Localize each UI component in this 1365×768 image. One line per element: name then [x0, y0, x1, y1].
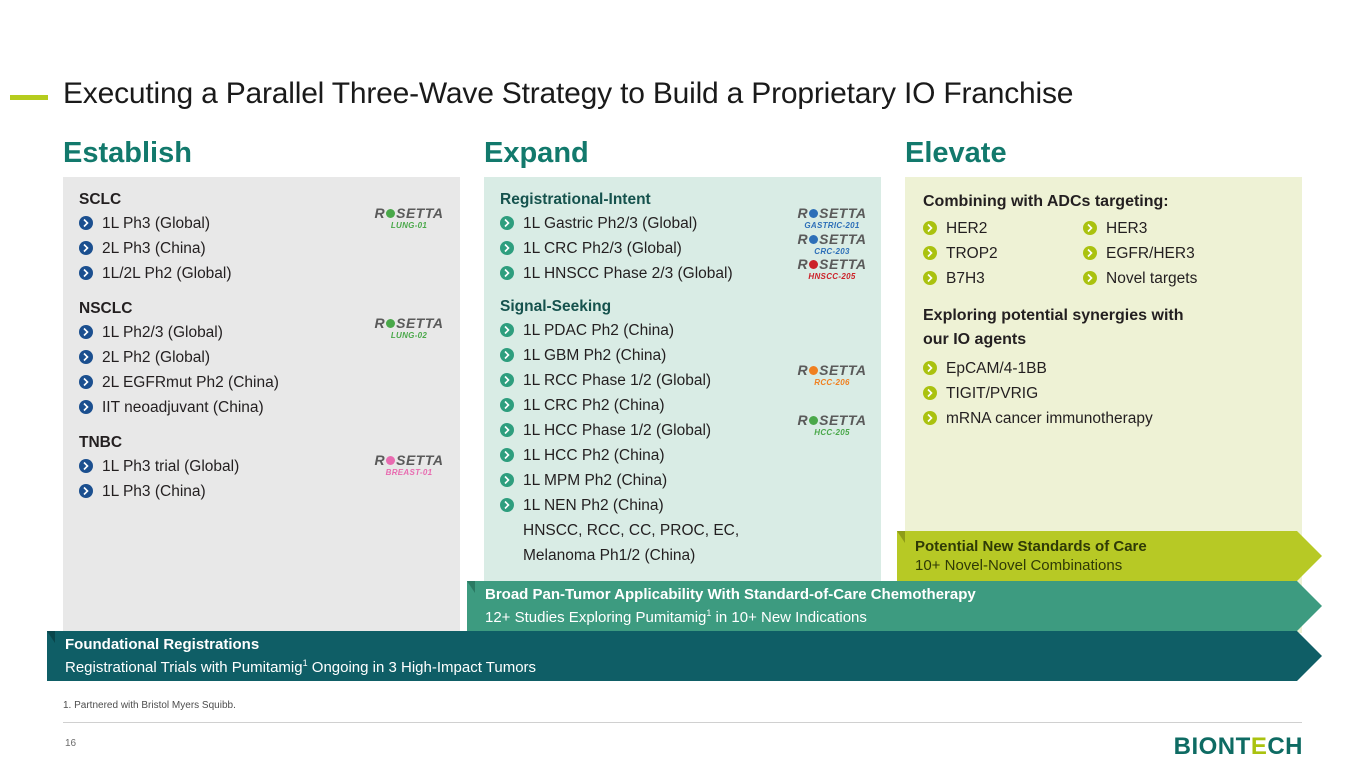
- list-item: [923, 216, 1083, 241]
- chevron-circle-icon: [500, 448, 514, 462]
- chevron-circle-icon: [1083, 246, 1097, 260]
- list-item: [500, 443, 865, 468]
- list-item-label: EpCAM/4-1BB: [946, 360, 1047, 377]
- chevron-circle-icon: [500, 373, 514, 387]
- list-item-label: 1L/2L Ph2 (Global): [102, 265, 232, 282]
- rosetta-breast-01-logo: R SETTA BREAST-01: [359, 452, 459, 477]
- list-item-label: 1L Ph3 (Global): [102, 215, 210, 232]
- list-item-label: B7H3: [946, 270, 985, 287]
- rosetta-crc-203-logo: R SETTA CRC-203: [782, 231, 882, 256]
- page-number: 16: [65, 738, 77, 749]
- list-item-label: Novel targets: [1106, 270, 1198, 287]
- list-adc-col-b: [1083, 216, 1197, 291]
- chevron-circle-icon: [500, 423, 514, 437]
- footnote-marker: 1: [302, 658, 308, 668]
- chevron-circle-icon: [79, 484, 93, 498]
- list-item-label: TIGIT/PVRIG: [946, 385, 1039, 402]
- banner-arrow-tip: [1297, 631, 1322, 681]
- list-item: [500, 468, 865, 493]
- column-heading-expand: Expand: [484, 137, 589, 169]
- list-item-label: 1L Gastric Ph2/3 (Global): [523, 215, 698, 232]
- chevron-circle-icon: [79, 459, 93, 473]
- list-item-label: 1L CRC Ph2 (China): [523, 397, 665, 414]
- rosetta-study-code: GASTRIC-201: [804, 221, 860, 230]
- rosetta-rcc-206-logo: R SETTA RCC-206: [782, 362, 882, 387]
- rosetta-study-code: LUNG-01: [390, 221, 428, 230]
- section-title-synergies-line2: our IO agents: [923, 331, 1027, 348]
- rosetta-study-code: HCC-205: [814, 428, 850, 437]
- column-heading-establish: Establish: [63, 137, 192, 169]
- list-item: [79, 479, 444, 504]
- rosetta-lung-01-logo: R SETTA LUNG-01: [359, 205, 459, 230]
- footnote-text: 1. Partnered with Bristol Myers Squibb.: [63, 700, 236, 711]
- banner-foundational-registrations: [47, 631, 1297, 681]
- chevron-circle-icon: [79, 325, 93, 339]
- list-item-label: 2L EGFRmut Ph2 (China): [102, 374, 279, 391]
- list-item-label: 1L Ph3 trial (Global): [102, 458, 240, 475]
- chevron-circle-icon: [500, 241, 514, 255]
- chevron-circle-icon: [79, 216, 93, 230]
- rosetta-study-code: RCC-206: [814, 378, 850, 387]
- list-item-label: mRNA cancer immunotherapy: [946, 410, 1153, 427]
- chevron-circle-icon: [923, 246, 937, 260]
- logo-part-mid: E: [1250, 733, 1268, 760]
- list-signal-seeking: [500, 318, 865, 568]
- list-item: [1083, 266, 1197, 291]
- list-item-label: HER3: [1106, 220, 1148, 237]
- chevron-circle-icon: [79, 350, 93, 364]
- chevron-circle-icon: [79, 375, 93, 389]
- list-item-label: 1L CRC Ph2/3 (Global): [523, 240, 682, 257]
- rosetta-hnscc-205-logo: R SETTA HNSCC-205: [782, 256, 882, 281]
- list-item: [500, 493, 865, 518]
- banner-title: Potential New Standards of Care: [915, 538, 1147, 555]
- chevron-circle-icon: [923, 221, 937, 235]
- biontech-logo: [1174, 733, 1303, 761]
- banner-subtitle-post: in 10+ New Indications: [711, 609, 867, 626]
- banner-title: Broad Pan-Tumor Applicability With Standard-of-Care Chemotherapy: [485, 586, 976, 603]
- list-item: [79, 236, 444, 261]
- section-title-adc-targets: Combining with ADCs targeting:: [923, 193, 1169, 210]
- list-item-label: 1L NEN Ph2 (China): [523, 497, 664, 514]
- list-synergies: [923, 356, 1284, 431]
- chevron-circle-icon: [500, 266, 514, 280]
- rosetta-hcc-205-logo: R SETTA HCC-205: [782, 412, 882, 437]
- banner-title: Foundational Registrations: [65, 636, 260, 653]
- logo-part-right: CH: [1267, 733, 1303, 760]
- list-item-label: 1L PDAC Ph2 (China): [523, 322, 675, 339]
- footnote-marker: 1: [706, 608, 712, 618]
- list-item-label: 1L Ph3 (China): [102, 483, 206, 500]
- list-item: [500, 543, 865, 568]
- chevron-circle-icon: [500, 216, 514, 230]
- chevron-circle-icon: [500, 498, 514, 512]
- section-title-nsclc: NSCLC: [79, 300, 133, 317]
- list-item-label: EGFR/HER3: [1106, 245, 1195, 262]
- list-item-label: 1L HNSCC Phase 2/3 (Global): [523, 265, 733, 282]
- chevron-circle-icon: [1083, 271, 1097, 285]
- banner-subtitle: 10+ Novel-Novel Combinations: [915, 557, 1123, 574]
- list-item: [1083, 216, 1197, 241]
- list-item: [79, 395, 444, 420]
- list-item-label: 1L Ph2/3 (Global): [102, 324, 223, 341]
- list-adc-col-a: [923, 216, 1083, 291]
- list-item-label: 1L MPM Ph2 (China): [523, 472, 668, 489]
- banner-subtitle: [485, 604, 1297, 627]
- section-title-signal-seeking: Signal-Seeking: [500, 298, 612, 315]
- chevron-circle-icon: [79, 241, 93, 255]
- list-item: [500, 318, 865, 343]
- rosetta-study-code: CRC-203: [814, 247, 850, 256]
- list-item-label: 1L GBM Ph2 (China): [523, 347, 667, 364]
- list-item-label: 1L RCC Phase 1/2 (Global): [523, 372, 712, 389]
- rosetta-gastric-201-logo: R SETTA GASTRIC-201: [782, 205, 882, 230]
- section-title-synergies-line1: Exploring potential synergies with: [923, 307, 1184, 324]
- list-item: [79, 261, 444, 286]
- column-heading-elevate: Elevate: [905, 137, 1007, 169]
- banner-notch: [467, 581, 475, 593]
- list-item: [79, 370, 444, 395]
- list-item-label: 1L HCC Phase 1/2 (Global): [523, 422, 712, 439]
- chevron-circle-icon: [923, 386, 937, 400]
- panel-establish: [63, 177, 460, 638]
- banner-subtitle-pre: 12+ Studies Exploring Pumitamig: [485, 609, 707, 626]
- rosetta-study-code: LUNG-02: [390, 331, 428, 340]
- chevron-circle-icon: [923, 361, 937, 375]
- adc-target-columns: [923, 216, 1284, 291]
- rosetta-study-code: BREAST-01: [385, 468, 433, 477]
- banner-subtitle: [65, 654, 1297, 677]
- list-item: [923, 381, 1284, 406]
- footer-divider: [63, 722, 1302, 723]
- banner-potential-new-standards: [897, 531, 1297, 581]
- chevron-circle-icon: [79, 266, 93, 280]
- list-item-label: TROP2: [946, 245, 998, 262]
- list-item-label: HER2: [946, 220, 988, 237]
- list-item-label: IIT neoadjuvant (China): [102, 399, 264, 416]
- list-item-label: Melanoma Ph1/2 (China): [523, 547, 696, 564]
- list-item: [923, 356, 1284, 381]
- chevron-circle-icon: [923, 271, 937, 285]
- list-item: [923, 241, 1083, 266]
- list-item-label: HNSCC, RCC, CC, PROC, EC,: [523, 522, 740, 539]
- chevron-circle-icon: [923, 411, 937, 425]
- page-title: Executing a Parallel Three-Wave Strategy to Build a Proprietary IO Franchise: [63, 77, 1074, 110]
- banner-notch: [47, 631, 55, 643]
- list-item: [500, 518, 865, 543]
- section-title-tnbc: TNBC: [79, 434, 123, 451]
- chevron-circle-icon: [500, 473, 514, 487]
- section-title-registrational-intent: Registrational-Intent: [500, 191, 651, 208]
- list-item: [923, 406, 1284, 431]
- banner-subtitle-pre: Registrational Trials with Pumitamig: [65, 659, 303, 676]
- chevron-circle-icon: [500, 348, 514, 362]
- title-accent-dash: [10, 95, 48, 100]
- list-item: [923, 266, 1083, 291]
- chevron-circle-icon: [500, 323, 514, 337]
- banner-arrow-tip: [1297, 531, 1322, 581]
- logo-part-left: BIONT: [1173, 733, 1251, 760]
- banner-subtitle-post: Ongoing in 3 High-Impact Tumors: [307, 659, 537, 676]
- rosetta-study-code: HNSCC-205: [808, 272, 856, 281]
- chevron-circle-icon: [79, 400, 93, 414]
- rosetta-lung-02-logo: R SETTA LUNG-02: [359, 315, 459, 340]
- banner-broad-pan-tumor: [467, 581, 1297, 631]
- list-item-label: 2L Ph3 (China): [102, 240, 206, 257]
- section-title-sclc: SCLC: [79, 191, 122, 208]
- list-item: [1083, 241, 1197, 266]
- list-item-label: 2L Ph2 (Global): [102, 349, 210, 366]
- chevron-circle-icon: [500, 398, 514, 412]
- chevron-circle-icon: [1083, 221, 1097, 235]
- banner-arrow-tip: [1297, 581, 1322, 631]
- banner-notch: [897, 531, 905, 543]
- list-item: [79, 345, 444, 370]
- list-item-label: 1L HCC Ph2 (China): [523, 447, 665, 464]
